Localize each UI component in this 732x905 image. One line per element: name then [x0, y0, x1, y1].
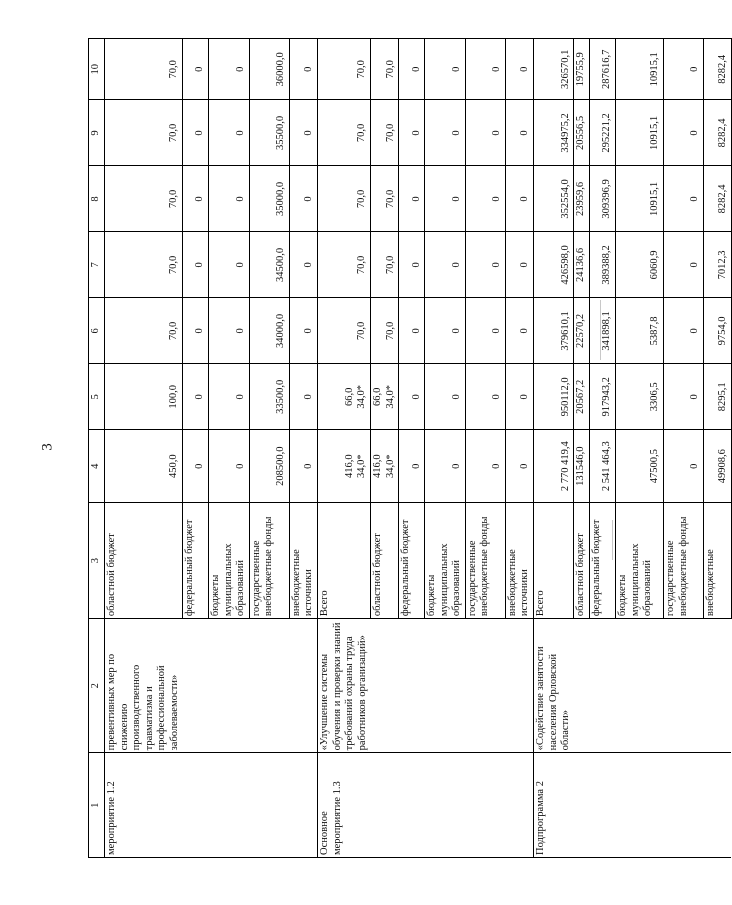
- funding-source-cell: государственные внебюджетные фонды: [663, 503, 703, 619]
- amount-cell: 0: [289, 39, 317, 100]
- item-label-cell: [589, 753, 615, 858]
- funding-source-cell: бюджеты муниципальных образований: [615, 503, 663, 619]
- amount-cell: 0: [465, 100, 505, 166]
- funding-source-cell: государственные внебюджетные фонды: [249, 503, 289, 619]
- amount-cell: 70,0: [318, 166, 371, 232]
- amount-cell: 0: [289, 100, 317, 166]
- amount-cell: 0: [399, 298, 425, 364]
- item-title-cell: «Улучшение системы обучения и проверки знаний требований охраны труда работников организаций»: [318, 619, 371, 753]
- item-label-cell: [399, 753, 425, 858]
- table-row: [663, 39, 703, 858]
- amount-cell: 334975,2: [534, 100, 574, 166]
- item-title-cell: «Содействие занятости населения Орловской области»: [534, 619, 574, 753]
- page-number: 3: [39, 443, 56, 451]
- funding-source-cell: бюджеты муниципальных образований: [425, 503, 466, 619]
- item-title-cell: [289, 619, 317, 753]
- header-cell: 4: [89, 430, 105, 503]
- amount-cell: 0: [289, 364, 317, 430]
- header-cell: 8: [89, 166, 105, 232]
- amount-cell: 0: [465, 430, 505, 503]
- table-body: [89, 39, 732, 858]
- amount-cell: 66,0 34,0*: [370, 364, 398, 430]
- table-row: [209, 39, 250, 858]
- item-title-cell: [370, 619, 398, 753]
- table-row: [534, 39, 574, 858]
- header-cell: 2: [89, 619, 105, 753]
- item-title-cell: [209, 619, 250, 753]
- amount-cell: 0: [663, 39, 703, 100]
- amount-cell: 0: [663, 364, 703, 430]
- amount-cell: 0: [663, 232, 703, 298]
- amount-cell: 22570,2: [574, 298, 590, 364]
- amount-cell: 70,0: [370, 166, 398, 232]
- amount-cell: 70,0: [105, 298, 183, 364]
- table-row: [289, 39, 317, 858]
- item-label-cell: [425, 753, 466, 858]
- budget-table: [88, 38, 732, 858]
- amount-cell: 20556,5: [574, 100, 590, 166]
- item-label-cell: [505, 753, 533, 858]
- amount-cell: 10915,1: [615, 166, 663, 232]
- item-title-cell: [425, 619, 466, 753]
- amount-cell: 0: [505, 39, 533, 100]
- amount-cell: 70,0: [370, 232, 398, 298]
- amount-cell: 70,0: [370, 100, 398, 166]
- amount-cell: 0: [209, 39, 250, 100]
- amount-cell: 9754,0: [703, 298, 731, 364]
- item-title-cell: [615, 619, 663, 753]
- amount-cell: 0: [425, 39, 466, 100]
- amount-cell: 0: [425, 364, 466, 430]
- amount-cell: 2 770 419,4: [534, 430, 574, 503]
- amount-cell: 47500,5: [615, 430, 663, 503]
- amount-cell: 0: [183, 430, 209, 503]
- amount-cell: 0: [209, 364, 250, 430]
- amount-cell: 7012,3: [703, 232, 731, 298]
- item-label-cell: [249, 753, 289, 858]
- amount-cell: 33500,0: [249, 364, 289, 430]
- table-row: [370, 39, 398, 858]
- table-row: [589, 39, 615, 858]
- amount-cell: 34500,0: [249, 232, 289, 298]
- table-row: [505, 39, 533, 858]
- funding-source-cell: федеральный бюджет: [589, 503, 615, 619]
- amount-cell: 0: [183, 166, 209, 232]
- amount-cell: 0: [289, 298, 317, 364]
- amount-cell: 0: [505, 232, 533, 298]
- amount-cell: 0: [505, 166, 533, 232]
- amount-cell: 70,0: [318, 39, 371, 100]
- amount-cell: 24136,6: [574, 232, 590, 298]
- item-label-cell: [703, 753, 731, 858]
- amount-cell: 70,0: [370, 39, 398, 100]
- amount-cell: 0: [289, 166, 317, 232]
- table-row: [465, 39, 505, 858]
- amount-cell: 0: [183, 100, 209, 166]
- amount-cell: 0: [505, 298, 533, 364]
- amount-cell: 10915,1: [615, 39, 663, 100]
- funding-source-cell: федеральный бюджет: [399, 503, 425, 619]
- amount-cell: 70,0: [318, 100, 371, 166]
- amount-cell: 8282,4: [703, 100, 731, 166]
- amount-cell: 0: [183, 364, 209, 430]
- table-row: [249, 39, 289, 858]
- amount-cell: 0: [465, 39, 505, 100]
- amount-cell: 0: [209, 430, 250, 503]
- amount-cell: 0: [663, 100, 703, 166]
- amount-cell: 2 541 464,3: [589, 430, 615, 503]
- amount-cell: 8282,4: [703, 39, 731, 100]
- amount-cell: 326570,1: [534, 39, 574, 100]
- amount-cell: 35000,0: [249, 166, 289, 232]
- amount-cell: 950112,0: [534, 364, 574, 430]
- amount-cell: 0: [465, 298, 505, 364]
- funding-source-cell: бюджеты муниципальных образований: [209, 503, 250, 619]
- table-row: [105, 39, 183, 858]
- amount-cell: 0: [465, 232, 505, 298]
- amount-cell: 0: [663, 166, 703, 232]
- amount-cell: 0: [505, 430, 533, 503]
- item-label-cell: [209, 753, 250, 858]
- amount-cell: 23959,6: [574, 166, 590, 232]
- amount-cell: 0: [209, 100, 250, 166]
- amount-cell: 352554,0: [534, 166, 574, 232]
- item-title-cell: [249, 619, 289, 753]
- amount-cell: 8295,1: [703, 364, 731, 430]
- amount-cell: 34000,0: [249, 298, 289, 364]
- amount-cell: 0: [183, 39, 209, 100]
- amount-cell: 49908,6: [703, 430, 731, 503]
- item-label-cell: [370, 753, 398, 858]
- amount-cell: 0: [289, 430, 317, 503]
- table-row: [703, 39, 731, 858]
- amount-cell: 389388,2: [589, 232, 615, 298]
- amount-cell: 0: [183, 232, 209, 298]
- item-title-cell: [574, 619, 590, 753]
- rotated-table-area: [88, 38, 729, 858]
- item-title-cell: превентивных мер по снижению производственного травматизма и профессиональной заболеваемости»: [105, 619, 183, 753]
- funding-source-cell: внебюджетные источники: [505, 503, 533, 619]
- item-label-cell: [663, 753, 703, 858]
- table-row: [318, 39, 371, 858]
- funding-source-cell: областной бюджет: [105, 503, 183, 619]
- table-row: [399, 39, 425, 858]
- item-label-cell: мероприятие 1.2: [105, 753, 183, 858]
- amount-cell: 10915,1: [615, 100, 663, 166]
- table-row: [425, 39, 466, 858]
- funding-source-cell: государственные внебюджетные фонды: [465, 503, 505, 619]
- amount-cell: 0: [209, 232, 250, 298]
- amount-cell: 208500,0: [249, 430, 289, 503]
- amount-cell: 36000,0: [249, 39, 289, 100]
- header-cell: 9: [89, 100, 105, 166]
- amount-cell: 0: [399, 364, 425, 430]
- scan-artifact: [612, 520, 613, 560]
- amount-cell: 70,0: [318, 298, 371, 364]
- header-cell: 5: [89, 364, 105, 430]
- amount-cell: 0: [663, 430, 703, 503]
- item-title-cell: [465, 619, 505, 753]
- item-label-cell: [289, 753, 317, 858]
- funding-source-cell: областной бюджет: [574, 503, 590, 619]
- amount-cell: 70,0: [105, 166, 183, 232]
- amount-cell: 0: [465, 364, 505, 430]
- amount-cell: 295221,2: [589, 100, 615, 166]
- header-cell: 3: [89, 503, 105, 619]
- amount-cell: 70,0: [105, 39, 183, 100]
- item-label-cell: [615, 753, 663, 858]
- amount-cell: 35500,0: [249, 100, 289, 166]
- item-title-cell: [183, 619, 209, 753]
- header-cell: 10: [89, 39, 105, 100]
- amount-cell: 70,0: [105, 100, 183, 166]
- funding-source-cell: Всего: [534, 503, 574, 619]
- amount-cell: 0: [289, 232, 317, 298]
- header-row: [89, 39, 105, 858]
- amount-cell: 0: [505, 364, 533, 430]
- amount-cell: 0: [399, 39, 425, 100]
- item-title-cell: [663, 619, 703, 753]
- amount-cell: 426598,0: [534, 232, 574, 298]
- amount-cell: 70,0: [370, 298, 398, 364]
- item-label-cell: [465, 753, 505, 858]
- amount-cell: 416,0 34,0*: [318, 430, 371, 503]
- amount-cell: 416,0 34,0*: [370, 430, 398, 503]
- table-row: [574, 39, 590, 858]
- amount-cell: 341898,1: [589, 298, 615, 364]
- header-cell: 7: [89, 232, 105, 298]
- funding-source-cell: внебюджетные: [703, 503, 731, 619]
- table-row: [615, 39, 663, 858]
- item-label-cell: Подпрограмма 2: [534, 753, 574, 858]
- item-label-cell: [574, 753, 590, 858]
- header-cell: 6: [89, 298, 105, 364]
- amount-cell: 0: [465, 166, 505, 232]
- amount-cell: 3306,5: [615, 364, 663, 430]
- amount-cell: 0: [425, 100, 466, 166]
- amount-cell: 131546,0: [574, 430, 590, 503]
- amount-cell: 287616,7: [589, 39, 615, 100]
- amount-cell: 0: [183, 298, 209, 364]
- scan-artifact: [600, 300, 601, 360]
- amount-cell: 0: [425, 298, 466, 364]
- amount-cell: 20567,2: [574, 364, 590, 430]
- amount-cell: 70,0: [105, 232, 183, 298]
- amount-cell: 0: [399, 232, 425, 298]
- amount-cell: 8282,4: [703, 166, 731, 232]
- funding-source-cell: областной бюджет: [370, 503, 398, 619]
- amount-cell: 70,0: [318, 232, 371, 298]
- item-title-cell: [703, 619, 731, 753]
- funding-source-cell: Всего: [318, 503, 371, 619]
- amount-cell: 100,0: [105, 364, 183, 430]
- amount-cell: 0: [209, 298, 250, 364]
- header-cell: 1: [89, 753, 105, 858]
- amount-cell: 0: [425, 232, 466, 298]
- amount-cell: 0: [209, 166, 250, 232]
- item-title-cell: [589, 619, 615, 753]
- amount-cell: 917943,2: [589, 364, 615, 430]
- table-row: [183, 39, 209, 858]
- item-title-cell: [399, 619, 425, 753]
- amount-cell: 379610,1: [534, 298, 574, 364]
- item-title-cell: [505, 619, 533, 753]
- funding-source-cell: федеральный бюджет: [183, 503, 209, 619]
- amount-cell: 309396,9: [589, 166, 615, 232]
- amount-cell: 0: [663, 298, 703, 364]
- amount-cell: 0: [425, 430, 466, 503]
- amount-cell: 5387,8: [615, 298, 663, 364]
- amount-cell: 0: [399, 166, 425, 232]
- amount-cell: 19755,9: [574, 39, 590, 100]
- funding-source-cell: внебюджетные источники: [289, 503, 317, 619]
- amount-cell: 0: [425, 166, 466, 232]
- amount-cell: 0: [505, 100, 533, 166]
- amount-cell: 66,0 34,0*: [318, 364, 371, 430]
- amount-cell: 6060,9: [615, 232, 663, 298]
- item-label-cell: Основное мероприятие 1.3: [318, 753, 371, 858]
- amount-cell: 450,0: [105, 430, 183, 503]
- amount-cell: 0: [399, 100, 425, 166]
- amount-cell: 0: [399, 430, 425, 503]
- item-label-cell: [183, 753, 209, 858]
